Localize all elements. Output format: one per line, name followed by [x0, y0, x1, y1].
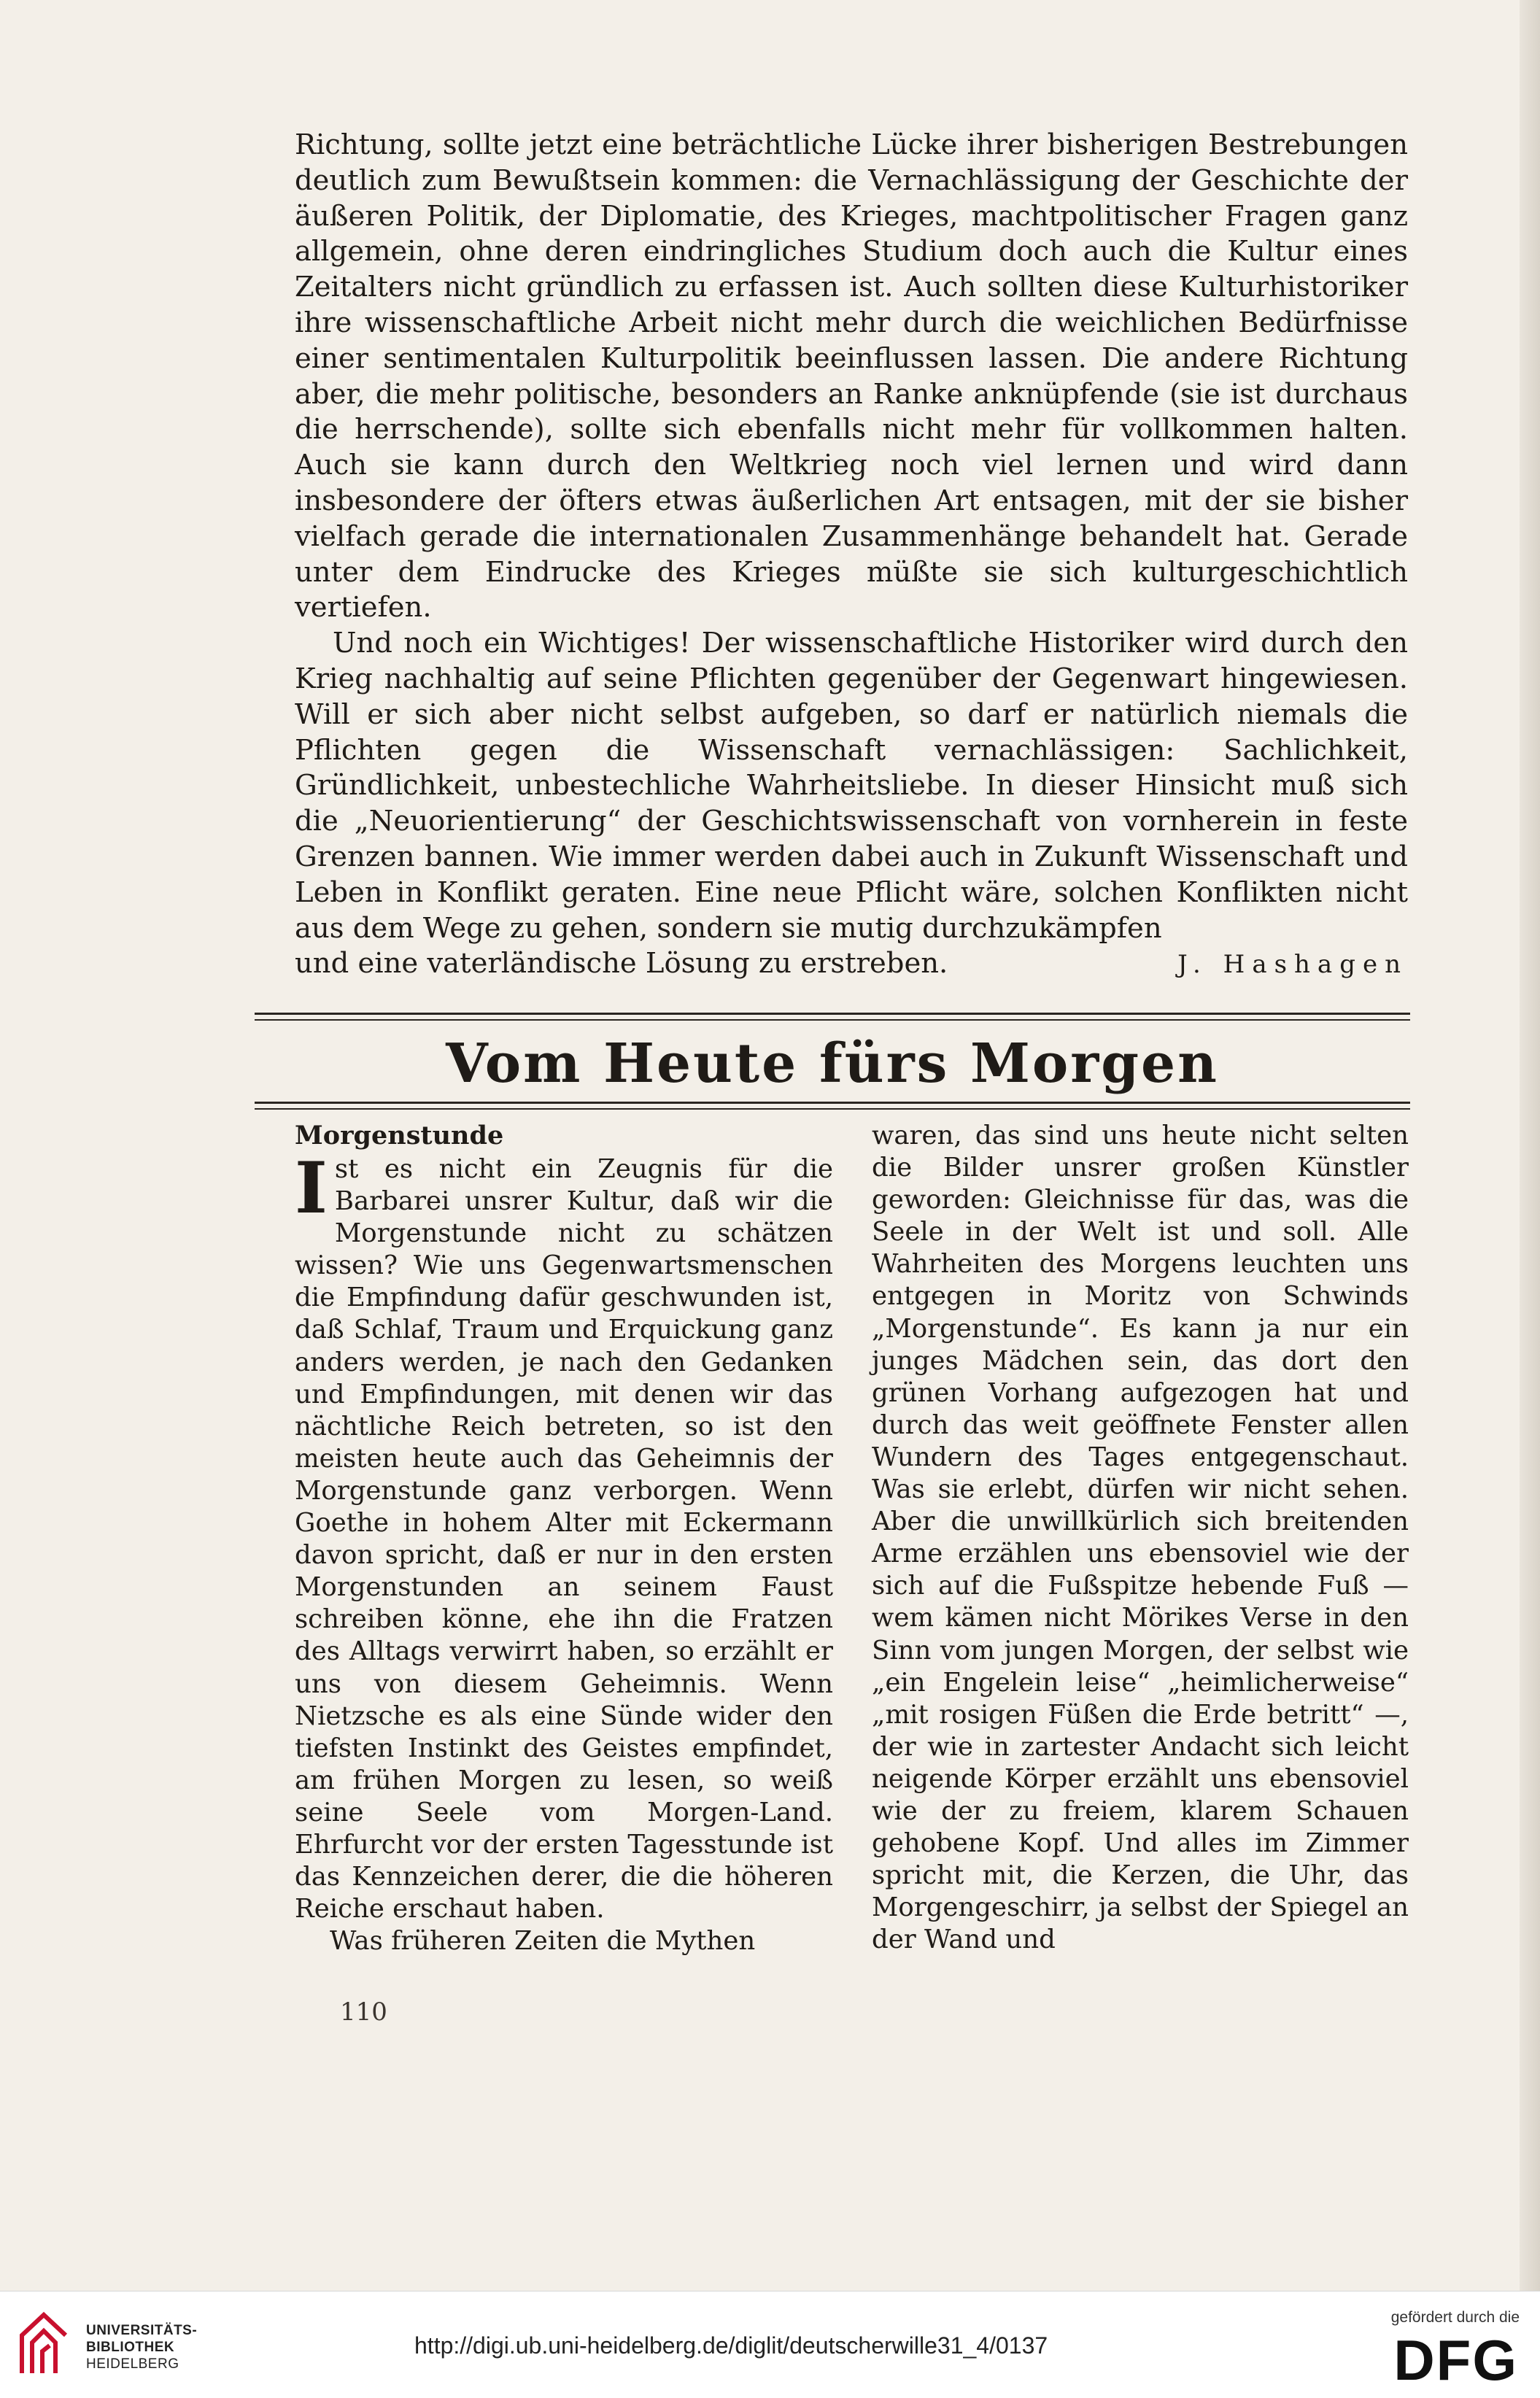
article-end: [295, 128, 1408, 983]
essay-paragraph-1: [295, 1147, 833, 1925]
essay-paragraph-2-continued: waren, das sind uns heute nicht selten die Bilder unsrer großen Künstler geworden: Gleichnisse für das, was die Seele in der Welt ist und soll. Alle Wahrheiten des Morgens leuchten uns entgegen in Moritz von Schwinds „Morgenstunde“. Es kann ja nur ein junges Mädchen sein, das dort den grünen Vorhang aufgezogen hat und durch das weit geöffnete Fenster allen Wundern des Tages entgegenschaut. Was sie erlebt, dürfen wir nicht sehen. Aber die unwillkürlich sich breitenden Arme erzählen uns ebensoviel wie der sich auf die Fußspitze hebende Fuß — wem kämen nicht Mörikes Verse in den Sinn vom jungen Morgen, der selbst wie „ein Engelein leise“ „heimlicherweise“ „mit rosigen Füßen die Erde betritt“ —, der wie in zartester Andacht sich leicht neigende Körper erzählt uns ebensoviel wie der zu freiem, klarem Schauen gehobene Kopf. Und alles im Zimmer spricht mit, die Kerzen, die Uhr, das Morgengeschirr, ja selbst der Spiegel an der Wand und: [872, 1121, 1409, 1955]
page-gutter-shadow: [1520, 0, 1540, 2291]
page-number: 110: [340, 1997, 387, 2027]
library-name-line-1: UNIVERSITÄTS-: [86, 2323, 198, 2338]
library-name[interactable]: [86, 2322, 197, 2372]
section-rule-top: [255, 1013, 1410, 1021]
funded-by-label: gefördert durch die: [1390, 2309, 1520, 2326]
article-paragraph-2: Und noch ein Wichtiges! Der wissenschaftliche Historiker wird durch den Krieg nachhaltig auf seine Pflichten gegenüber der Gegenwart hingewiesen. Will er sich aber nicht selbst aufgeben, so darf er natürlich niemals die Pflichten gegen die Wissenschaft vernachlässigen: Sachlichkeit, Gründlichkeit, unbestechliche Wahrheitsliebe. In dieser Hinsicht muß sich die „Neuorientierung“ der Geschichtswissenschaft von vornherein in feste Grenzen bannen. Wie immer werden dabei auch in Zukunft Wissenschaft und Leben in Konflikt geraten. Eine neue Pflicht wäre, solchen Konflikten nicht aus dem Wege zu gehen, sondern sie mutig durchzukämpfen: [295, 627, 1408, 945]
essay-column-right: [872, 1120, 1409, 1956]
essay-paragraph-2-start: Was früheren Zeiten die Mythen: [330, 1926, 756, 1957]
digitization-footer: [0, 2291, 1540, 2398]
dfg-logo[interactable]: DFG: [1393, 2328, 1518, 2392]
essay-column-left: [295, 1120, 833, 1957]
article-closing-line: [295, 946, 1408, 983]
library-name-line-3: HEIDELBERG: [86, 2356, 179, 2372]
essay-paragraph-1-text: st es nicht ein Zeugnis für die Barbarei unsrer Kultur, daß wir die Morgenstunde nicht zu schätzen wissen? Wie uns Gegenwartsmenschen die Empfindung dafür geschwunden ist, daß Schlaf, Traum und Erquickung ganz anders werden, je nach den Gedanken und Empfindungen, mit denen wir das nächtliche Reich betreten, so ist den meisten heute auch das Geheimnis der Morgenstunde ganz verborgen. Wenn Goethe in hohem Alter mit Eckermann davon spricht, daß er nur in den ersten Morgenstunden an seinem Faust schreiben könne, ehe ihn die Fratzen des Alltags verwirrt haben, so erzählt er uns von diesem Geheimnis. Wenn Nietzsche es als eine Sünde wider den tiefsten Instinkt des Geistes empfindet, am frühen Morgen zu lesen, so weiß seine Seele vom Morgen-Land. Ehrfurcht vor der ersten Tagesstunde ist das Kennzeichen derer, die die höheren Reiche erschaut haben.: [295, 1154, 833, 1925]
article-author: J. Hashagen: [1177, 950, 1408, 980]
article-last-line: und eine vaterländische Lösung zu erstreben.: [295, 947, 948, 981]
essay-title: Morgenstunde: [295, 1121, 504, 1150]
library-name-line-2: BIBLIOTHEK: [86, 2340, 175, 2355]
ub-heidelberg-logo-icon[interactable]: [15, 2306, 73, 2382]
permalink-url[interactable]: http://digi.ub.uni-heidelberg.de/diglit/deutscherwille31_4/0137: [414, 2332, 1048, 2359]
section-rule-bottom: [255, 1102, 1410, 1110]
essay-dropcap: I: [295, 1147, 328, 1229]
article-paragraph-1: Richtung, sollte jetzt eine beträchtliche Lücke ihrer bisherigen Bestrebungen deutlich zum Bewußtsein kommen: die Vernachlässigung der Geschichte der äußeren Politik, der Diplomatie, des Krieges, machtpolitischer Fragen ganz allgemein, ohne deren eindringliches Studium doch auch die Kultur eines Zeitalters nicht gründlich zu erfassen ist. Auch sollten diese Kulturhistoriker ihre wissenschaftliche Arbeit nicht mehr durch die weichlichen Bedürfnisse einer sentimentalen Kulturpolitik beeinflussen lassen. Die andere Richtung aber, die mehr politische, besonders an Ranke anknüpfende (sie ist durchaus die herrschende), sollte sich ebenfalls nicht mehr für vollkommen halten. Auch sie kann durch den Weltkrieg noch viel lernen und wird dann insbesondere der öfters etwas äußerlichen Art entsagen, mit der sie bisher vielfach gerade die internationalen Zusammenhänge behandelt hat. Gerade unter dem Eindrucke des Krieges müßte sie sich kulturgeschichtlich vertiefen.: [295, 128, 1408, 624]
section-heading: Vom Heute fürs Morgen: [446, 1032, 1219, 1095]
